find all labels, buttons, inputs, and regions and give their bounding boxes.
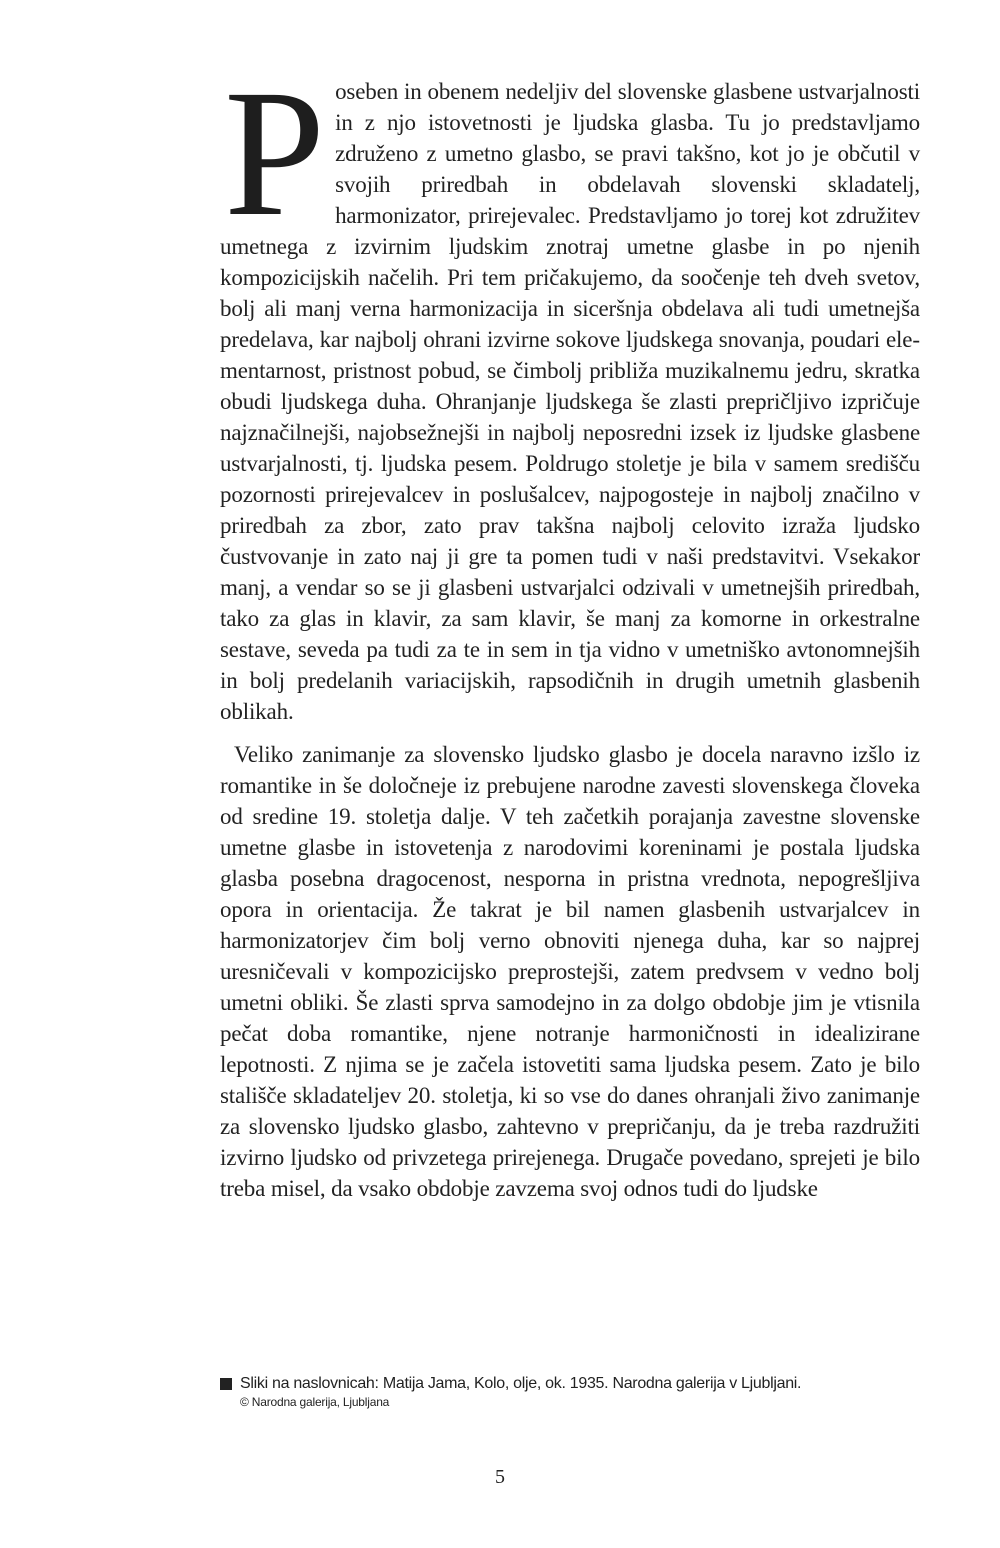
square-bullet-icon bbox=[220, 1378, 232, 1390]
paragraph-1 bbox=[220, 53, 920, 727]
caption-line bbox=[220, 1374, 940, 1394]
paragraph-1-text: oseben in obenem nedeljiv del slovenske glasbene ustvarjalnosti in z njo istovetnosti je ljudska glasba. Tu jo predstavljamo združeno z umetno glasbo, se pravi takšno, kot jo je občutil v svojih priredbah in obdelavah slovenski skladatelj, harmonizator, prirejevalec. Predstavljamo jo torej kot združitev umetnega z izvirnim ljudskim znotraj umetne glasbe in po njenih kompozicijskih načelih. Pri tem pričakujemo, da soočenje teh dveh svetov, bolj ali manj verna harmonizacija in siceršnja obdelava ali tudi umetnejša predelava, kar najbolj ohrani izvirne sokove ljudskega snovanja, poudari elementarnost, pristnost pobud, se čimbolj približa muzikalnemu jedru, skratka obudi ljudskega duha. Ohranjanje ljudskega še zlasti prepričljivo izpričuje najznačilnejši, najobsežnejši in najbolj neposredni izsek iz ljudske glasbene ustvarjalnosti, tj. ljudska pesem. Poldrugo stoletje je bila v samem središču pozornosti prirejevalcev in poslušalcev, najpogosteje in najbolj značilno v priredbah za zbor, zato prav takšna najbolj celovito izraža ljudsko čustvovanje in zato naj ji gre ta pomen tudi v naši predstavitvi. Vsekakor manj, a vendar so se ji glasbeni ustvarjalci odzivali v umetnejših priredbah, tako za glas in klavir, za sam klavir, še manj za komorne in orkestralne sestave, seveda pa tudi za te in sem in tja vidno v umetniško avtonomnejših in bolj predelanih variacijskih, rapsodičnih in drugih umetnih glasbenih oblikah. bbox=[220, 79, 920, 724]
article-body bbox=[220, 53, 920, 1204]
drop-cap: P bbox=[224, 53, 326, 254]
page-number: 5 bbox=[495, 1466, 505, 1488]
paragraph-2: Veliko zanimanje za slovensko ljudsko glasbo je docela naravno izšlo iz romantike in še določneje iz prebujene narodne zavesti slovenskega človeka od sredine 19. stoletja dalje. V teh začetkih porajanja zavestne slovenske umetne glasbe in istovetenja z narodovimi koreninami je postala ljudska glasba posebna dragocenost, nesporna in pristna vrednota, nepogrešljiva opora in orientacija. Že takrat je bil namen glasbenih ustvarjalcev in harmonizatorjev čim bolj verno obnoviti njenega duha, kar so najprej uresničevali v kompozicijsko preprostejši, zatem predvsem v vedno bolj umetni obliki. Še zlasti sprva samodejno in za dolgo obdobje jim je vtisnila pečat doba romantike, njene notranje harmoničnosti in idealizirane lepotnosti. Z njima se je začela istovetiti sama ljudska pesem. Zato je bilo stališče skladateljev 20. stoletja, ki so vse do danes ohranjali živo zanimanje za slovensko ljudsko glasbo, zahtevno v prepričanju, da je treba razdružiti izvirno ljudsko od privzetega prirejenega. Drugače povedano, sprejeti je bilo treba misel, da vsako obdobje zavzema svoj odnos tudi do ljudske bbox=[220, 742, 920, 1201]
cover-caption bbox=[220, 1374, 940, 1410]
caption-credit: © Narodna galerija, Ljubljana bbox=[240, 1395, 390, 1409]
caption-text: Sliki na naslovnicah: Matija Jama, Kolo, olje, ok. 1935. Narodna galerija v Ljubljani. bbox=[240, 1375, 802, 1392]
